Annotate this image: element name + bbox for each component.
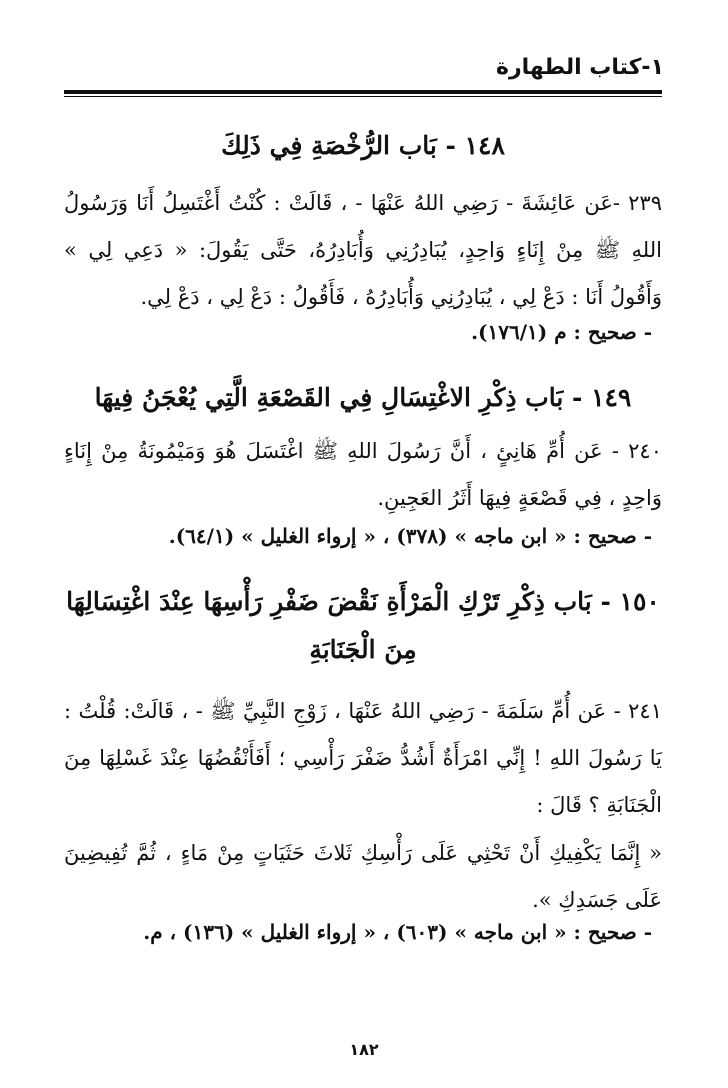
section-150 [64,578,662,674]
running-header: ١-كتاب الطهارة [495,55,664,80]
section-148 [64,122,662,170]
hadith-241 [64,688,662,829]
section-title: ١٥٠ - بَاب ذِكْرِ تَرْكِ الْمَرْأَةِ نَقْضَ ضَفْرِ رَأْسِهَا عِنْدَ اغْتِسَالِهَا مِنَ الْجَنَابَةِ [66,587,660,664]
section-149 [64,374,662,422]
quote-241 [64,830,662,924]
hadith-240 [64,428,662,522]
hadith-grade: - صحيح : « ابن ماجه » (٣٧٨) ، « إرواء الغليل » (٦٤/١). [168,524,652,548]
hadith-239 [64,180,662,321]
section-title: ١٤٨ - بَاب الرُّخْصَةِ فِي ذَلِكَ [221,131,505,160]
hadith-text: ٢٣٩ -عَن عَائِشَةَ - رَضِي اللهُ عَنْهَا - ، قَالَتْ : كُنْتُ أَغْتَسِلُ أَنَا وَرَسُولُ اللهِ ﷺ مِنْ إِنَاءٍ وَاحِدٍ، يُبَادِرُنِي وَأُبَادِرُهُ، حَتَّى يَقُولَ: « دَعِي لِي » وَأَقُولُ أَنَا : دَعْ لِي ، يُبَادِرُنِي وَأُبَادِرُهُ ، فَأَقُولُ : دَعْ لِي ، دَعْ لِي. [64,191,662,309]
section-title: ١٤٩ - بَاب ذِكْرِ الاغْتِسَالِ فِي القَصْعَةِ الَّتِي يُعْجَنُ فِيهَا [94,383,632,412]
grade-239 [64,312,662,352]
hadith-grade: - صحيح : « ابن ماجه » (٦٠٣) ، « إرواء الغليل » (١٣٦) ، م. [143,920,652,944]
hadith-text: ٢٤١ - عَن أُمِّ سَلَمَةَ - رَضِي اللهُ عَنْهَا ، زَوْجِ النَّبِيِّ ﷺ - ، قَالَتْ: قُلْتُ : يَا رَسُولَ اللهِ ! إِنِّي امْرَأَةٌ أَشُدُّ ضَفْرَ رَأْسِي ؛ أَفَأَنْقُضُهَا عِنْدَ غَسْلِهَا مِنَ الْجَنَابَةِ ؟ قَالَ : [64,699,662,817]
header-rule-thin [64,96,662,97]
grade-240 [64,516,662,556]
page-number: ١٨٢ [349,1040,379,1059]
hadith-quote: « إِنَّمَا يَكْفِيكِ أَنْ تَحْثِي عَلَى رَأْسِكِ ثَلاثَ حَثَيَاتٍ مِنْ مَاءٍ ، ثُمَّ تُفِيضِينَ عَلَى جَسَدِكِ ». [64,841,662,912]
hadith-grade: - صحيح : م (١٧٦/١). [471,320,652,344]
header-rule [64,90,662,94]
grade-241 [64,912,662,952]
hadith-text: ٢٤٠ - عَن أُمِّ هَانِئٍ ، أَنَّ رَسُولَ اللهِ ﷺ اغْتَسَلَ هُوَ وَمَيْمُونَةُ مِنْ إِنَاءٍ وَاحِدٍ ، فِي قَصْعَةٍ فِيهَا أَثَرُ العَجِينِ. [64,439,662,510]
